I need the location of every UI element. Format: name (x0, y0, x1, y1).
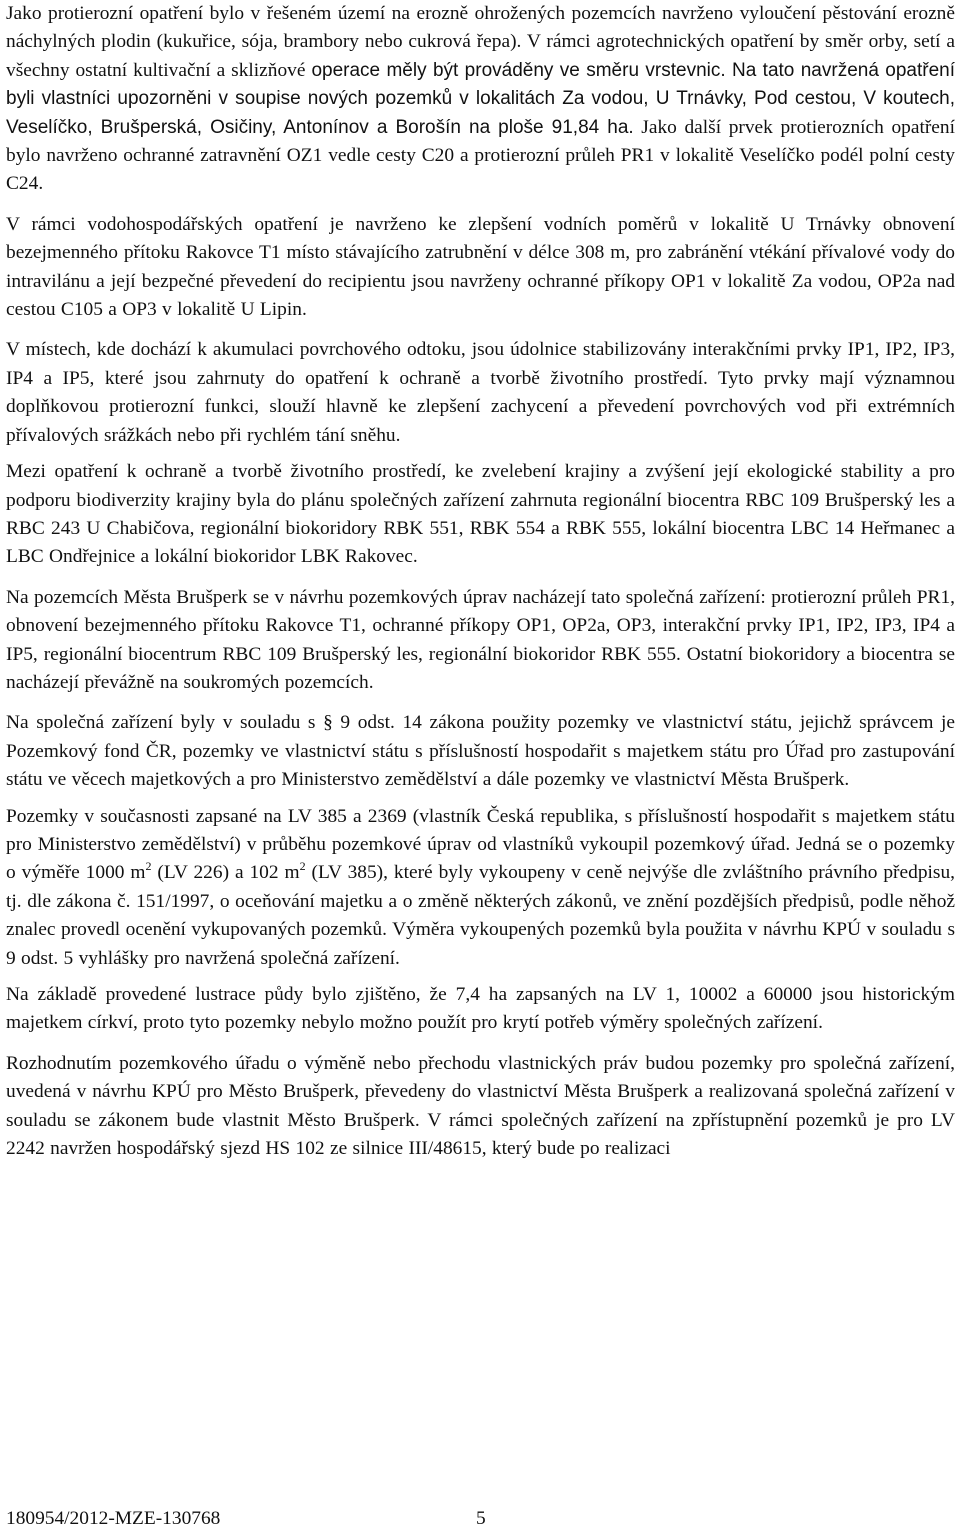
paragraph-water-measures (6, 211, 955, 325)
paragraph-church-property (6, 981, 955, 1038)
text-run: V rámci vodohospodářských opatření je navrženo ke zlepšení vodních poměrů v lokalitě U Trnávky obnovení bezejmenného přítoku Rakovce T1 místo stávajícího zatrubnění v délce 308 m, pro zabránění vtékání přívalové vody do intravilánu a její bezpečné převedení do recipientu jsou navrženy ochranné příkopy OP1 v lokalitě Za vodou, OP2a nad cestou C105 a OP3 v lokalitě U Lipin. (6, 213, 955, 321)
paragraph-state-land (6, 709, 955, 794)
paragraph-erosion-measures (6, 0, 955, 199)
document-body (6, 0, 955, 1163)
paragraph-environment-measures (6, 458, 955, 572)
text-run: (LV 385), které byly vykoupeny v ceně nejvýše dle zvláštního právního předpisu, tj. dle zákona č. 151/1997, o oceňování majetku a o změně některých zákonů, ve znění pozdějších předpisů, podle něhož znalec provedl ocenění vykupovaných pozemků. Výměra vykoupených pozemků byla použita v návrhu KPÚ v souladu s 9 odst. 5 vyhlášky pro navržená společná zařízení. (6, 862, 955, 969)
text-run: Mezi opatření k ochraně a tvorbě životního prostředí, ke zvelebení krajiny a zvýšení její ekologické stability a pro podporu biodiverzity krajiny byla do plánu společných zařízení zahrnuta regionální biocentra RBC 109 Brušperský les a RBC 243 U Chabičova, regionální biokoridory RBK 551, RBK 554 a RBK 555, lokální biocentra LBC 14 Heřmanec a LBC Ondřejnice a lokální biokoridor LBK Rakovec. (6, 461, 955, 568)
text-run: Jako protierozní opatření bylo v řešeném území na erozně ohrožených pozemcích navrženo vyloučení pěstování erozně náchylných plodin (kukuřice, sója, brambory nebo cukrová řepa). V rámci agrotechnických opatření by směr orby, setí a všechny ostatní kultivační a sklizňové (6, 3, 955, 81)
superscript: 2 (145, 859, 152, 874)
document-id: 180954/2012-MZE-130768 (6, 1508, 221, 1529)
text-run: operace měly být prováděny ve směru vrstevnic. Na tato navržená opatření byli vlastníci upozorněni v soupise nových pozemků v lokalitách Za vodou, U Trnávky, Pod cestou, V koutech, Veselíčko, Brušperská, Osičiny, Antonínov a Borošín na ploše 91,84 ha. (6, 59, 955, 138)
text-run: Pozemky v současnosti zapsané na LV 385 a 2369 (vlastník Česká republika, s příslušností hospodařit s majetkem státu pro Ministerstvo zemědělství) v průběhu pozemkové úprav od vlastníků vykoupil pozemkový úřad. Jedná se o pozemky o výměře 1000 m (6, 805, 955, 884)
page-footer (6, 1508, 955, 1536)
text-run: Rozhodnutím pozemkového úřadu o výměně nebo přechodu vlastnických práv budou pozemky pro společná zařízení, uvedená v návrhu KPÚ pro Město Brušperk, převedeny do vlastnictví Města Brušperk a realizovaná společná zařízení v souladu se zákonem bude vlastnit Město Brušperk. V rámci společných zařízení na zpřístupnění pozemků je pro LV 2242 navržen hospodářský sjezd HS 102 ze silnice III/48615, který bude po realizaci (6, 1052, 955, 1160)
text-run: (LV 226) a 102 m (151, 862, 300, 884)
text-run: Na společná zařízení byly v souladu s § 9 odst. 14 zákona použity pozemky ve vlastnictví státu, jejichž správcem je Pozemkový fond ČR, pozemky ve vlastnictví státu s příslušností hospodařit s majetkem státu pro Úřad pro zastupování státu ve věcech majetkových a pro Ministerstvo zemědělství a dále pozemky ve vlastnictví Města Brušperk. (6, 712, 955, 791)
text-run: Jako další prvek protierozních opatření bylo navrženo ochranné zatravnění OZ1 vedle cesty C20 a protierozní průleh PR1 v lokalitě Veselíčko podél polní cesty C24. (6, 116, 955, 195)
text-run: V místech, kde dochází k akumulaci povrchového odtoku, jsou údolnice stabilizovány interakčními prvky IP1, IP2, IP3, IP4 a IP5, které jsou zahrnuty do opatření k ochraně a tvorbě životního prostředí. Tyto prvky mají významnou doplňkovou protierozní funkci, slouží hlavně ke zlepšení zachycení a převedení povrchových vod při extrémních přívalových srážkách nebo při rychlém tání sněhu. (6, 339, 955, 446)
paragraph-purchased-land (6, 803, 955, 973)
paragraph-transfer-decision (6, 1050, 955, 1164)
paragraph-town-land (6, 584, 955, 698)
superscript: 2 (299, 859, 306, 874)
text-run: Na pozemcích Města Brušperk se v návrhu pozemkových úprav nacházejí tato společná zařízení: protierozní průleh PR1, obnovení bezejmenného přítoku Rakovce T1, ochranné příkopy OP1, OP2a, OP3, interakční prvky IP1, IP2, IP3, IP4 a IP5, regionální biocentrum RBC 109 Brušperský les, regionální biokoridor RBK 555. Ostatní biokoridory a biocentra se nacházejí převážně na soukromých pozemcích. (6, 586, 955, 693)
text-run: Na základě provedené lustrace půdy bylo zjištěno, že 7,4 ha zapsaných na LV 1, 10002 a 60000 jsou historickým majetkem církví, proto tyto pozemky nebylo možno použít pro krytí potřeb výměry společných zařízení. (6, 984, 955, 1034)
page-number: 5 (476, 1508, 486, 1529)
paragraph-interaction-elements (6, 336, 955, 450)
